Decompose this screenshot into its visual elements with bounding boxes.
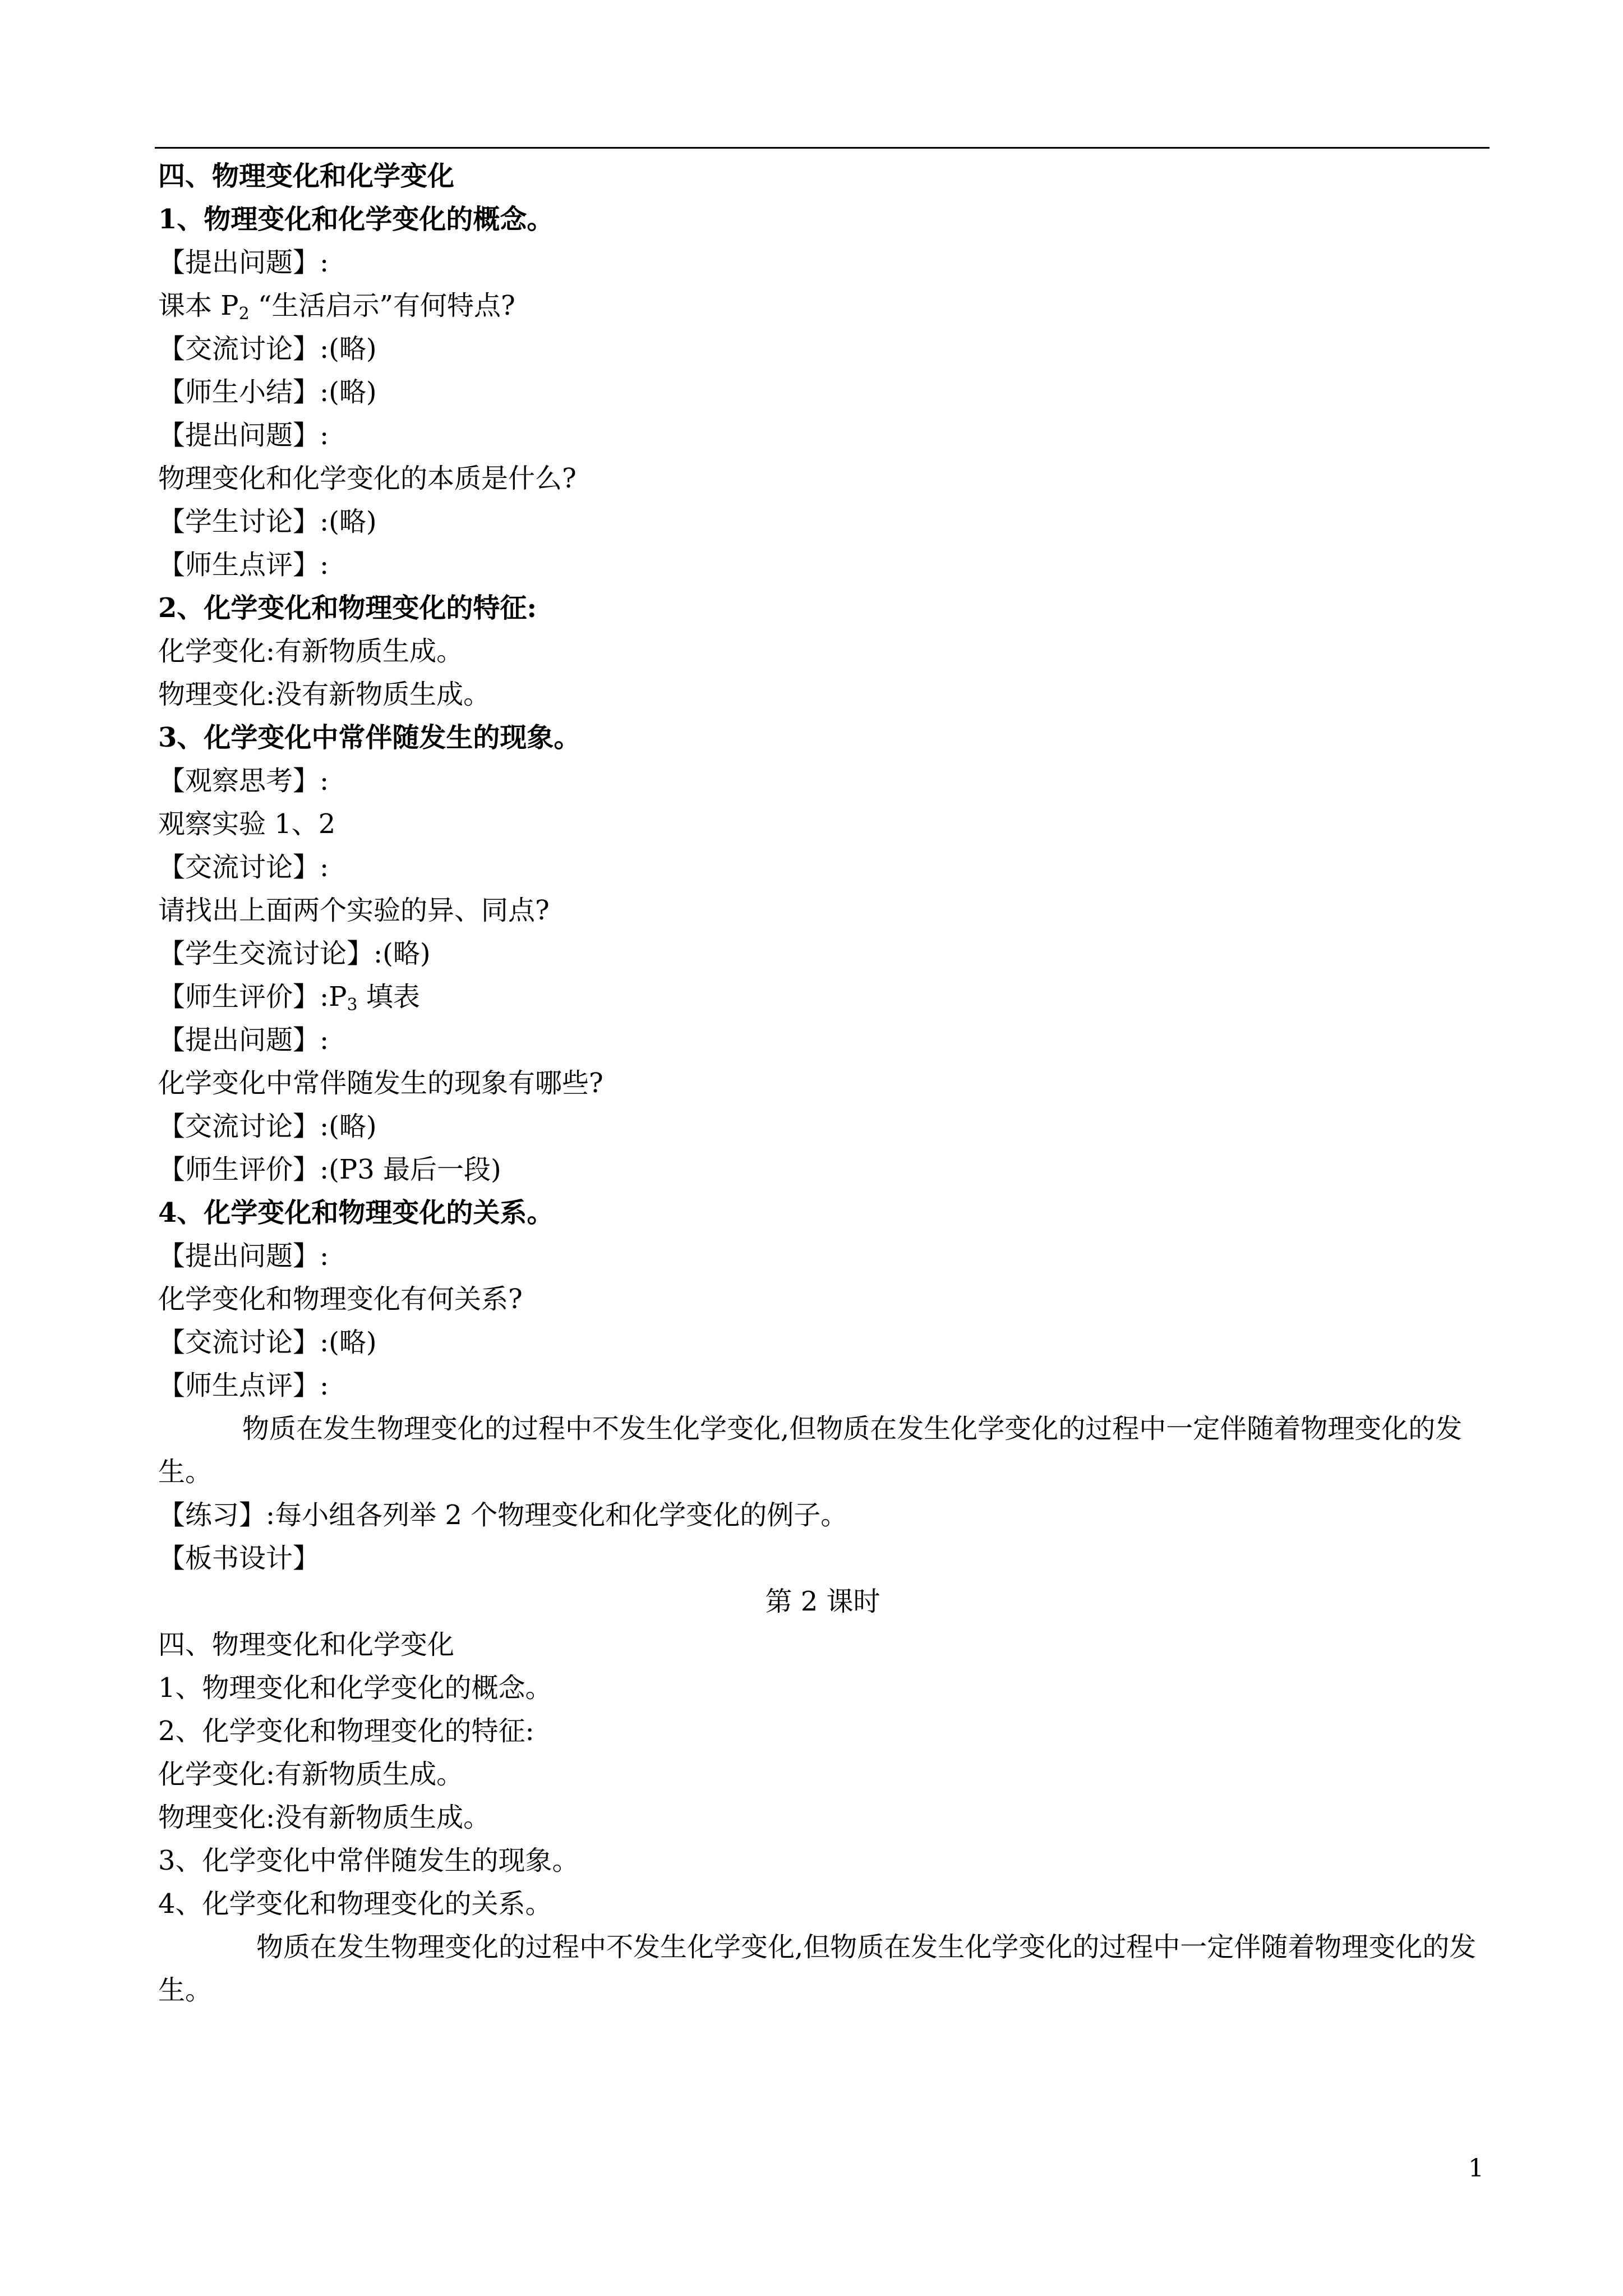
text-line: 【练习】:每小组各列举 2 个物理变化和化学变化的例子。 <box>158 1499 848 1531</box>
text-line: 【交流讨论】:(略) <box>158 1111 377 1142</box>
page-number: 1 <box>1468 2154 1484 2183</box>
section-heading: 四、物理变化和化学变化 <box>158 160 455 192</box>
text-line: 四、物理变化和化学变化 <box>158 1629 455 1660</box>
text-line: 【学生讨论】:(略) <box>158 506 377 537</box>
text-line: 物理变化和化学变化的本质是什么? <box>158 463 577 494</box>
text-span: 课本 P <box>158 290 239 321</box>
text-line <box>158 284 1487 328</box>
summary-paragraph: 物质在发生物理变化的过程中不发生化学变化,但物质在发生化学变化的过程中一定伴随着物理变化的发生。 <box>158 1413 1463 1488</box>
text-line: 【师生小结】:(略) <box>158 376 377 408</box>
text-line: 【提出问题】: <box>158 1240 329 1272</box>
text-line: 观察实验 1、2 <box>158 808 336 840</box>
text-line: 物理变化:没有新物质生成。 <box>158 1802 491 1833</box>
subscript: 2 <box>238 304 250 324</box>
subsection-heading: 2、化学变化和物理变化的特征: <box>158 592 537 624</box>
text-line: 【师生评价】:(P3 最后一段) <box>158 1154 501 1185</box>
text-line: 4、化学变化和物理变化的关系。 <box>158 1888 552 1920</box>
text-line: 化学变化:有新物质生成。 <box>158 1759 464 1790</box>
text-line: 化学变化:有新物质生成。 <box>158 636 464 667</box>
text-line: 【交流讨论】: <box>158 852 329 883</box>
text-line: 物理变化:没有新物质生成。 <box>158 679 491 710</box>
document-body <box>158 155 1487 2012</box>
subscript: 3 <box>347 995 358 1015</box>
text-line: 【交流讨论】:(略) <box>158 1327 377 1358</box>
text-line: 3、化学变化中常伴随发生的现象。 <box>158 1845 579 1876</box>
text-line: 【交流讨论】:(略) <box>158 333 377 365</box>
text-line: 【提出问题】: <box>158 420 329 451</box>
text-line: 化学变化和物理变化有何关系? <box>158 1283 523 1315</box>
text-line: 【提出问题】: <box>158 247 329 278</box>
text-span: 填表 <box>357 981 420 1013</box>
text-line: 2、化学变化和物理变化的特征: <box>158 1715 534 1747</box>
text-line: 【师生点评】: <box>158 549 329 581</box>
text-line: 【观察思考】: <box>158 765 329 797</box>
text-line: 【师生点评】: <box>158 1370 329 1401</box>
subsection-heading: 3、化学变化中常伴随发生的现象。 <box>158 722 581 753</box>
text-line <box>158 976 1487 1019</box>
text-line: 请找出上面两个实验的异、同点? <box>158 895 550 926</box>
text-span: “生活启示”有何特点? <box>249 290 515 321</box>
header-rule <box>155 147 1490 149</box>
subsection-heading: 1、物理变化和化学变化的概念。 <box>158 204 554 235</box>
text-line: 【学生交流讨论】:(略) <box>158 938 431 969</box>
subsection-heading: 4、化学变化和物理变化的关系。 <box>158 1197 554 1228</box>
text-line: 【提出问题】: <box>158 1024 329 1056</box>
text-line: 【板书设计】 <box>158 1543 320 1574</box>
lesson-title: 第 2 课时 <box>765 1586 880 1617</box>
text-span: 【师生评价】:P <box>158 981 347 1013</box>
summary-paragraph: 物质在发生物理变化的过程中不发生化学变化,但物质在发生化学变化的过程中一定伴随着物理变化的发生。 <box>158 1931 1477 2006</box>
text-line: 化学变化中常伴随发生的现象有哪些? <box>158 1068 603 1099</box>
text-line: 1、物理变化和化学变化的概念。 <box>158 1672 552 1704</box>
